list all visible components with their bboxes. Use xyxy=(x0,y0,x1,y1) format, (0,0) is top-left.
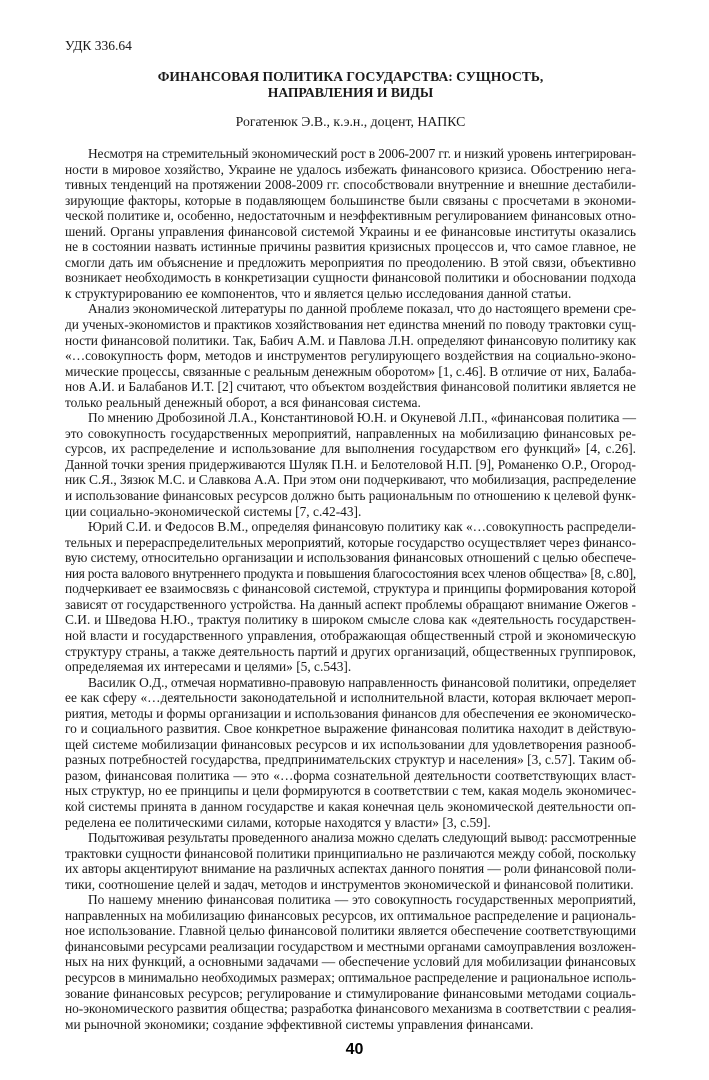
text-line: «…совокупность форм, методов и инструментов регулирующего воздействия на социально-эконо- xyxy=(65,348,636,364)
text-line: С.И. и Шведова Н.Ю., трактуя политику в широком смысле слова как «деятельность государствен- xyxy=(65,612,636,628)
text-line: сурсов, их распределение и использование для выполнения государством его функций» [4, с.26]. xyxy=(65,441,636,457)
article-body xyxy=(65,146,636,1032)
paragraph xyxy=(65,892,636,1032)
text-line: ческой политике и, особенно, недостаточным и неэффективным регулированием финансовых отно- xyxy=(65,208,636,224)
author-line: Рогатенюк Э.В., к.э.н., доцент, НАПКС xyxy=(235,114,466,129)
article-title xyxy=(65,69,636,101)
text-line: направленных на мобилизацию финансовых ресурсов, их оптимальное распределение и рациональ- xyxy=(65,907,636,923)
paragraph xyxy=(65,519,636,674)
text-line: только реальный денежный оборот, а вся финансовая система. xyxy=(65,394,421,410)
text-line: не в состоянии назвать истинные причины развития кризисных процессов и, что самое главное, не xyxy=(65,239,636,255)
text-line: тики, соотношение целей и задач, методов и инструментов экономической и финансовой политики. xyxy=(65,876,634,892)
text-line: разом, финансовая политика — это «…форма сознательной деятельности соответствующих власт- xyxy=(65,767,636,783)
text-line: ных структур, но ее принципы и цели формируются в соответствии с тем, какая модель экономичес- xyxy=(65,783,636,799)
text-line: Подытоживая результаты проведенного анализа можно сделать следующий вывод: рассмотренные xyxy=(88,830,636,846)
text-line: щей системе мобилизации финансовых ресурсов и их использовании для удовлетворения разнооб- xyxy=(65,736,636,752)
paragraph xyxy=(65,830,636,892)
text-line: ник С.Я., Зязюк М.С. и Славкова А.А. При этом они подчеркивают, что мобилизация, распределение xyxy=(65,472,636,488)
title-line: НАПРАВЛЕНИЯ И ВИДЫ xyxy=(267,85,434,100)
udk-code: УДК 336.64 xyxy=(65,38,132,53)
text-line: Юрий С.И. и Федосов В.М., определяя финансовую политику как «…совокупность распредели- xyxy=(88,519,636,535)
text-line: зирующие факторы, которые в подавляющем большинстве были связаны с просчетами в экономи- xyxy=(65,192,636,208)
text-line: структуру страны, а также деятельность партий и других организаций, общественных группировок, xyxy=(65,643,636,659)
text-line: го и социального развития. Свое конкретное выражение финансовая политика находит в действую- xyxy=(65,721,636,737)
text-line: Василик О.Д., отмечая нормативно-правовую направленность финансовой политики, определяет xyxy=(88,674,636,690)
paragraph xyxy=(65,675,636,830)
text-line: мические процессы, связанные с реальным денежным оборотом» [1, с.46]. В отличие от них, Балаба- xyxy=(65,363,636,379)
text-line: финансовыми ресурсами реализации государством и местными органами самоуправления возложен- xyxy=(65,938,636,954)
text-line: ной власти и государственного управления, отображающая общественный строй и экономическую xyxy=(65,627,636,643)
text-line: трактовки сущности финансовой политики принципиально не различаются между собой, поскольку xyxy=(65,845,636,861)
text-line: вую систему, относительно организации и использования финансовых отношений с целью обеспече- xyxy=(65,550,636,566)
text-line: ции социально-экономической системы [7, с.42-43]. xyxy=(65,503,362,519)
text-line: По нашему мнению финансовая политика — это совокупность государственных мероприятий, xyxy=(88,892,636,908)
text-line: это совокупность государственных мероприятий, направленных на мобилизацию финансовых ре- xyxy=(65,425,636,441)
text-line: к структурированию ее компонентов, что и является целью исследования данной статьи. xyxy=(65,285,572,301)
text-line: шений. Органы управления финансовой системой Украины и ее финансовые институты оказались xyxy=(65,223,636,239)
text-line: и использование финансовых ресурсов должно быть рациональным по отношению к целевой функ- xyxy=(65,488,636,504)
text-line: Данной точки зрения придерживаются Шуляк П.Н. и Белотеловой Н.П. [9], Романенко О.Р., Огород- xyxy=(65,456,636,472)
text-line: ми рыночной экономики; создание эффективной системы управления финансами. xyxy=(65,1016,534,1032)
text-line: Несмотря на стремительный экономический рост в 2006-2007 гг. и низкий уровень интегрирован- xyxy=(88,146,636,161)
paragraph xyxy=(65,146,636,301)
paragraph xyxy=(65,301,636,410)
page-number: 40 xyxy=(345,1041,364,1059)
text-line: зависят от государственного устройства. На данный аспект проблемы обращают внимание Ожегов - xyxy=(65,596,636,612)
text-line: возникает необходимость в конкретизации сущности финансовой политики и обосновании подхода xyxy=(65,270,636,286)
text-line: ное использование. Главной целью финансовой политики является обеспечение соответствующими xyxy=(65,923,636,939)
text-line: тивных тенденций на протяжении 2008-2009 гг. способствовали внутренние и внешние дестабили- xyxy=(65,177,636,193)
text-line: зование финансовых ресурсов; регулирование и стимулирование финансовыми методами социаль- xyxy=(65,985,636,1001)
text-line: Анализ экономической литературы по данной проблеме показал, что до настоящего времени сре- xyxy=(88,301,636,317)
text-line: ресурсов в минимально необходимых размерах; оптимальное распределение и рациональное исполь- xyxy=(65,969,636,985)
text-line: риятия, методы и формы организации и использования финансов для обеспечения ее экономическо- xyxy=(65,705,636,721)
text-line: определяемая их интересами и целями» [5, с.543]. xyxy=(65,659,352,675)
paragraph xyxy=(65,410,636,519)
text-line: нов А.И. и Балабанов И.Т. [2] считают, что объектом воздействия финансовой политики является не xyxy=(65,379,636,395)
text-line: подчеркивает ее взаимосвязь с финансовой системой, структура и принципы формирования которой xyxy=(65,581,636,597)
text-line: ределена ее политическими силами, которые находятся у власти» [3, с.59]. xyxy=(65,814,491,830)
text-line: тельных и перераспределительных мероприятий, которые государство осуществляет через финансо- xyxy=(65,534,636,550)
text-line: ности в мировое хозяйство, Украине не удалось избежать финансового кризиса. Обострению нега- xyxy=(65,161,636,177)
text-line: ди ученых-экономистов и практиков хозяйствования нет единства мнений по поводу трактовки сущ- xyxy=(65,317,636,333)
text-line: По мнению Дробозиной Л.А., Константиновой Ю.Н. и Окуневой Л.П., «финансовая политика — xyxy=(88,410,636,426)
text-line: ных на них функций, а основными задачами — обеспечение условий для мобилизации финансовых xyxy=(65,954,636,970)
text-line: ее как сферу «…деятельности законодательной и исполнительной власти, которая включает мероп- xyxy=(65,690,636,706)
text-line: ности финансовой политики. Так, Бабич А.М. и Павлова Л.Н. определяют финансовую политику как xyxy=(65,332,636,348)
text-line: их авторы акцентируют внимание на различных аспектах данного понятия — роли финансовой поли- xyxy=(65,861,636,877)
text-line: но-экономического развития общества; разработка финансового механизма в соответствии с реалия- xyxy=(65,1001,636,1017)
text-line: ния роста валового внутреннего продукта и повышения благосостояния всех членов общества» [8, с.80], xyxy=(65,565,636,581)
text-line: кой системы принята в данном государстве и какая конечная цель экономической деятельности оп- xyxy=(65,798,636,814)
title-line: ФИНАНСОВАЯ ПОЛИТИКА ГОСУДАРСТВА: СУЩНОСТЬ, xyxy=(157,69,544,84)
text-line: смогли дать им объяснение и предложить мероприятия по преодолению. В этой связи, объективно xyxy=(65,254,636,270)
text-line: разных потребностей государства, предпринимательских структур и населения» [3, с.57]. Таким об- xyxy=(65,752,636,768)
document-page xyxy=(65,0,636,1032)
